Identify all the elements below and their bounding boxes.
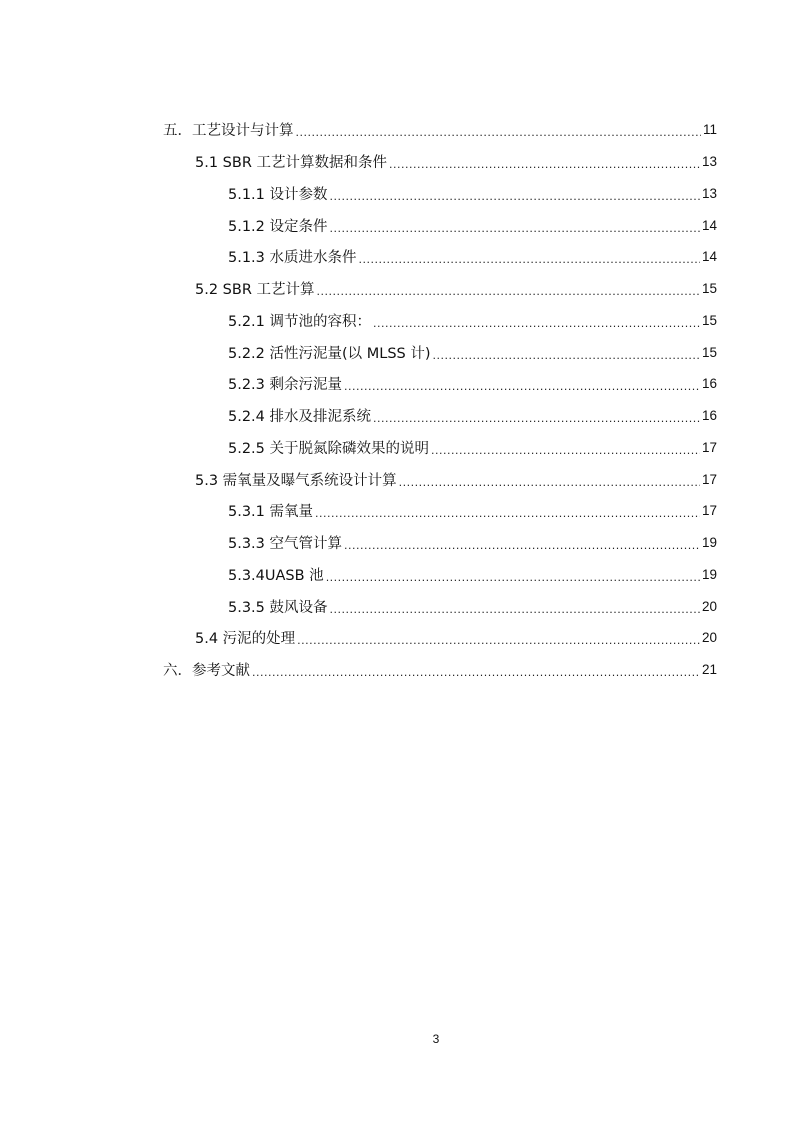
toc-entry-label: 5.2.3 剩余污泥量 xyxy=(228,377,343,394)
toc-entry-label: 5.2.2 活性污泥量(以 MLSS 计) xyxy=(228,345,431,362)
toc-entry-label: 5.4 污泥的处理 xyxy=(195,631,296,648)
toc-entry[interactable] xyxy=(0,559,794,591)
toc-dot-leader xyxy=(252,667,700,678)
toc-entry-label: 5.1.1 设计参数 xyxy=(228,186,328,203)
toc-entry[interactable] xyxy=(0,178,794,210)
toc-entry-page: 15 xyxy=(701,281,717,297)
toc-entry-page: 20 xyxy=(701,630,717,646)
toc-entry-label: 5.1 SBR 工艺计算数据和条件 xyxy=(195,155,388,172)
toc-entry-page: 21 xyxy=(701,662,717,678)
toc-dot-leader xyxy=(330,191,700,202)
toc-entry[interactable] xyxy=(0,114,794,146)
toc-entry-label: 5.2.5 关于脱氮除磷效果的说明 xyxy=(228,440,430,457)
toc-entry[interactable] xyxy=(0,400,794,432)
toc-entry[interactable] xyxy=(0,273,794,305)
toc-dot-leader xyxy=(330,223,700,234)
toc-entry-label: 5.3.1 需氧量 xyxy=(228,504,314,521)
toc-entry-label: 5.3.3 空气管计算 xyxy=(228,536,343,553)
toc-entry-label: 5.3.5 鼓风设备 xyxy=(228,599,328,616)
toc-entry[interactable] xyxy=(0,368,794,400)
toc-dot-leader xyxy=(373,318,700,329)
toc-entry-label: 5.2.4 排水及排泥系统 xyxy=(228,409,372,426)
toc-entry-label: 五．工艺设计与计算 xyxy=(163,123,294,140)
toc-entry[interactable] xyxy=(0,654,794,686)
toc-dot-leader xyxy=(344,381,700,392)
toc-entry-page: 16 xyxy=(701,376,717,392)
toc-dot-leader xyxy=(359,254,700,265)
toc-entry-page: 13 xyxy=(701,154,717,170)
toc-dot-leader xyxy=(431,445,700,456)
toc-entry-page: 14 xyxy=(701,217,717,233)
toc-dot-leader xyxy=(389,159,700,170)
toc-entry-label: 5.3.4UASB 池 xyxy=(228,567,324,584)
toc-entry-page: 20 xyxy=(701,598,717,614)
toc-entry-label: 5.3 需氧量及曝气系统设计计算 xyxy=(195,472,397,489)
toc-entry-label: 5.2 SBR 工艺计算 xyxy=(195,282,315,299)
toc-dot-leader xyxy=(373,413,700,424)
toc-entry-page: 17 xyxy=(701,471,717,487)
toc-entry-label: 5.1.2 设定条件 xyxy=(228,218,328,235)
toc-entry-page: 15 xyxy=(701,312,717,328)
toc-dot-leader xyxy=(433,350,700,361)
toc-entry-page: 19 xyxy=(701,566,717,582)
toc-entry[interactable] xyxy=(0,432,794,464)
toc-entry-page: 19 xyxy=(701,535,717,551)
toc-dot-leader xyxy=(296,127,701,138)
toc-dot-leader xyxy=(297,635,700,646)
toc-entry[interactable] xyxy=(0,495,794,527)
toc-dot-leader xyxy=(344,540,700,551)
toc-entry[interactable] xyxy=(0,527,794,559)
toc-entry[interactable] xyxy=(0,463,794,495)
toc-entry[interactable] xyxy=(0,590,794,622)
toc-entry-page: 11 xyxy=(702,122,717,138)
toc-entry[interactable] xyxy=(0,209,794,241)
toc-entry-page: 17 xyxy=(701,439,717,455)
toc-entry[interactable] xyxy=(0,622,794,654)
toc-entry[interactable] xyxy=(0,146,794,178)
page-number: 3 xyxy=(432,1032,440,1046)
toc-entry[interactable] xyxy=(0,305,794,337)
toc-entry-label: 5.1.3 水质进水条件 xyxy=(228,250,357,267)
toc-dot-leader xyxy=(399,477,700,488)
toc-entry-label: 5.2.1 调节池的容积： xyxy=(228,313,372,330)
toc-entry[interactable] xyxy=(0,241,794,273)
toc-entry-page: 14 xyxy=(701,249,717,265)
toc-entry-page: 15 xyxy=(701,344,717,360)
toc-entry-label: 六．参考文献 xyxy=(163,663,250,680)
toc-entry-page: 17 xyxy=(701,503,717,519)
toc-entry[interactable] xyxy=(0,336,794,368)
toc-entry-page: 16 xyxy=(701,408,717,424)
toc-entry-page: 13 xyxy=(701,185,717,201)
table-of-contents xyxy=(0,114,794,686)
toc-dot-leader xyxy=(326,572,700,583)
toc-dot-leader xyxy=(317,286,700,297)
toc-dot-leader xyxy=(330,604,700,615)
toc-dot-leader xyxy=(315,508,700,519)
